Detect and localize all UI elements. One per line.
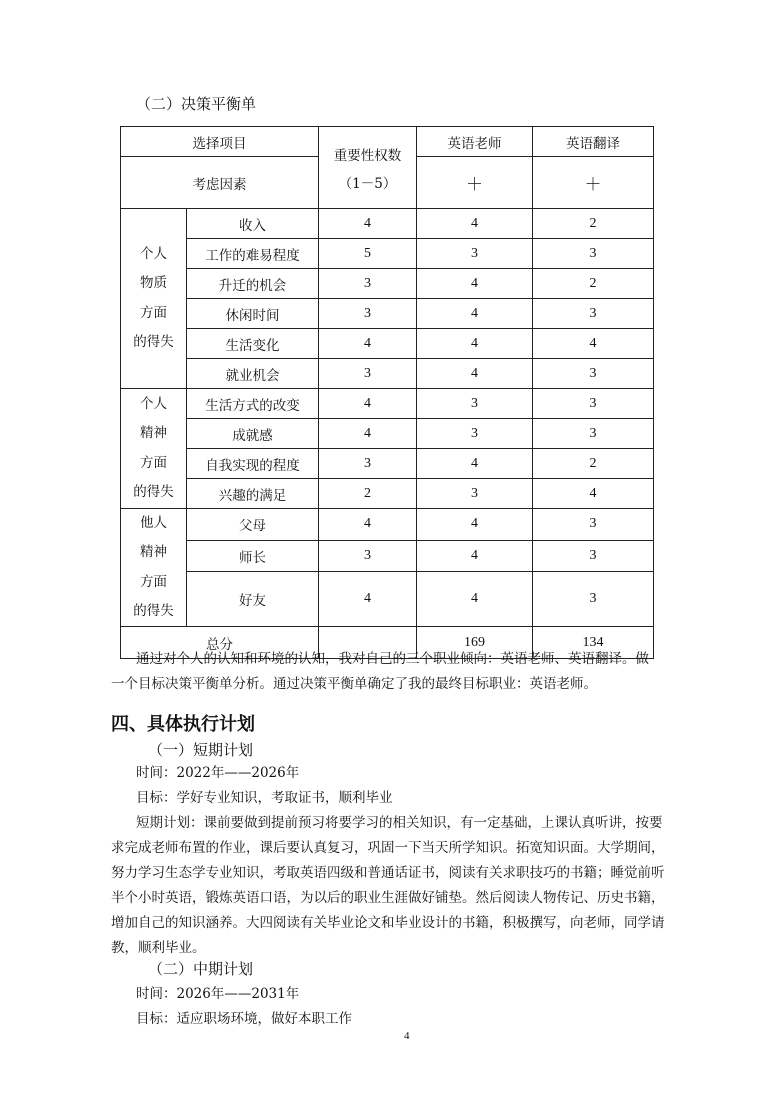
factor-cell: 成就感 xyxy=(187,419,319,449)
summary-line-1: 通过对个人的认知和环境的认知，我对自己的三个职业倾向：英语老师、英语翻译。做 xyxy=(136,651,649,667)
weight-cell: 4 xyxy=(319,509,417,541)
factor-cell: 就业机会 xyxy=(187,359,319,389)
header-weight-range: （1－5） xyxy=(338,175,397,192)
mid-term-time: 时间：2026年——2031年 xyxy=(136,986,300,1002)
option-b-score: 4 xyxy=(533,329,654,359)
factor-cell: 师长 xyxy=(187,540,319,572)
group-label: 个人 精神 方面 的得失 xyxy=(121,389,187,509)
short-term-plan-6: 教，顺利毕业。 xyxy=(111,940,206,956)
table-row xyxy=(121,540,654,572)
group-label: 个人 物质 方面 的得失 xyxy=(121,209,187,389)
table-row xyxy=(121,269,654,299)
weight-cell: 4 xyxy=(319,419,417,449)
total-label: 总分 xyxy=(121,627,319,659)
weight-cell: 3 xyxy=(319,359,417,389)
table-row xyxy=(121,329,654,359)
option-a-score: 4 xyxy=(417,359,533,389)
section-title: （二）决策平衡单 xyxy=(136,95,257,113)
factor-cell: 休闲时间 xyxy=(187,299,319,329)
table-row xyxy=(121,359,654,389)
option-b-score: 2 xyxy=(533,449,654,479)
option-a-score: 3 xyxy=(417,479,533,509)
header-factor: 考虑因素 xyxy=(121,157,319,209)
weight-cell: 5 xyxy=(319,239,417,269)
weight-cell: 2 xyxy=(319,479,417,509)
table-row xyxy=(121,239,654,269)
table-row xyxy=(121,509,654,541)
short-term-plan-2: 求完成老师布置的作业，课后要认真复习，巩固一下当天所学知识。拓宽知识面。大学期间， xyxy=(111,840,665,856)
factor-cell: 工作的难易程度 xyxy=(187,239,319,269)
option-b-score: 3 xyxy=(533,509,654,541)
option-a-score: 4 xyxy=(417,509,533,541)
short-term-goal: 目标：学好专业知识，考取证书，顺利毕业 xyxy=(136,790,393,806)
table-row xyxy=(121,299,654,329)
option-a-score: 3 xyxy=(417,239,533,269)
total-option-a: 169 xyxy=(417,627,533,659)
weight-cell: 3 xyxy=(319,540,417,572)
table-row xyxy=(121,479,654,509)
option-b-score: 2 xyxy=(533,209,654,239)
short-term-title: （一）短期计划 xyxy=(148,741,254,759)
heading-execution-plan: 四、具体执行计划 xyxy=(111,714,255,735)
option-a-score: 4 xyxy=(417,209,533,239)
option-a-score: 3 xyxy=(417,419,533,449)
factor-cell: 生活变化 xyxy=(187,329,319,359)
short-term-plan-3: 努力学习生态学专业知识，考取英语四级和普通话证书，阅读有关求职技巧的书籍；睡觉前听 xyxy=(111,865,665,881)
plus-b: ＋ xyxy=(533,157,654,209)
factor-cell: 收入 xyxy=(187,209,319,239)
option-b-score: 2 xyxy=(533,269,654,299)
weight-cell: 4 xyxy=(319,572,417,627)
option-b-score: 3 xyxy=(533,389,654,419)
factor-cell: 升迁的机会 xyxy=(187,269,319,299)
mid-term-goal: 目标：适应职场环境，做好本职工作 xyxy=(136,1011,352,1027)
factor-cell: 生活方式的改变 xyxy=(187,389,319,419)
header-weight-label: 重要性权数 xyxy=(333,147,402,164)
table-row xyxy=(121,209,654,239)
option-b-score: 4 xyxy=(533,479,654,509)
factor-cell: 好友 xyxy=(187,572,319,627)
short-term-plan-4: 半个小时英语，锻炼英语口语，为以后的职业生涯做好铺垫。然后阅读人物传记、历史书籍， xyxy=(111,890,665,906)
option-b-score: 3 xyxy=(533,239,654,269)
decision-balance-table xyxy=(120,126,654,659)
weight-cell: 4 xyxy=(319,389,417,419)
weight-cell: 4 xyxy=(319,329,417,359)
weight-cell: 3 xyxy=(319,269,417,299)
option-b-score: 3 xyxy=(533,299,654,329)
option-a-score: 4 xyxy=(417,540,533,572)
option-b-score: 3 xyxy=(533,572,654,627)
weight-cell: 3 xyxy=(319,299,417,329)
weight-cell: 3 xyxy=(319,449,417,479)
mid-term-title: （二）中期计划 xyxy=(148,960,254,978)
plus-a: ＋ xyxy=(417,157,533,209)
total-option-b: 134 xyxy=(533,627,654,659)
weight-cell: 4 xyxy=(319,209,417,239)
factor-cell: 父母 xyxy=(187,509,319,541)
option-a-score: 4 xyxy=(417,299,533,329)
table-row xyxy=(121,449,654,479)
group-label: 他人 精神 方面 的得失 xyxy=(121,509,187,627)
short-term-plan-1: 短期计划：课前要做到提前预习将要学习的相关知识，有一定基础，上课认真听讲，按要 xyxy=(136,815,663,831)
table-row xyxy=(121,389,654,419)
page-number: 4 xyxy=(404,1030,410,1042)
option-a-score: 3 xyxy=(417,389,533,419)
option-a-score: 4 xyxy=(417,572,533,627)
table-row xyxy=(121,419,654,449)
factor-cell: 兴趣的满足 xyxy=(187,479,319,509)
factor-cell: 自我实现的程度 xyxy=(187,449,319,479)
short-term-plan-5: 增加自己的知识涵养。大四阅读有关毕业论文和毕业设计的书籍，积极撰写，向老师，同学请 xyxy=(111,915,665,931)
header-weight xyxy=(319,127,417,209)
short-term-time: 时间：2022年——2026年 xyxy=(136,765,300,781)
option-a-score: 4 xyxy=(417,329,533,359)
summary-line-2: 一个目标决策平衡单分析。通过决策平衡单确定了我的最终目标职业：英语老师。 xyxy=(111,676,597,692)
option-b-score: 3 xyxy=(533,540,654,572)
option-a-score: 4 xyxy=(417,449,533,479)
header-item: 选择项目 xyxy=(121,127,319,157)
table-row xyxy=(121,572,654,627)
option-a-score: 4 xyxy=(417,269,533,299)
header-option-a: 英语老师 xyxy=(417,127,533,157)
option-b-score: 3 xyxy=(533,419,654,449)
header-option-b: 英语翻译 xyxy=(533,127,654,157)
option-b-score: 3 xyxy=(533,359,654,389)
